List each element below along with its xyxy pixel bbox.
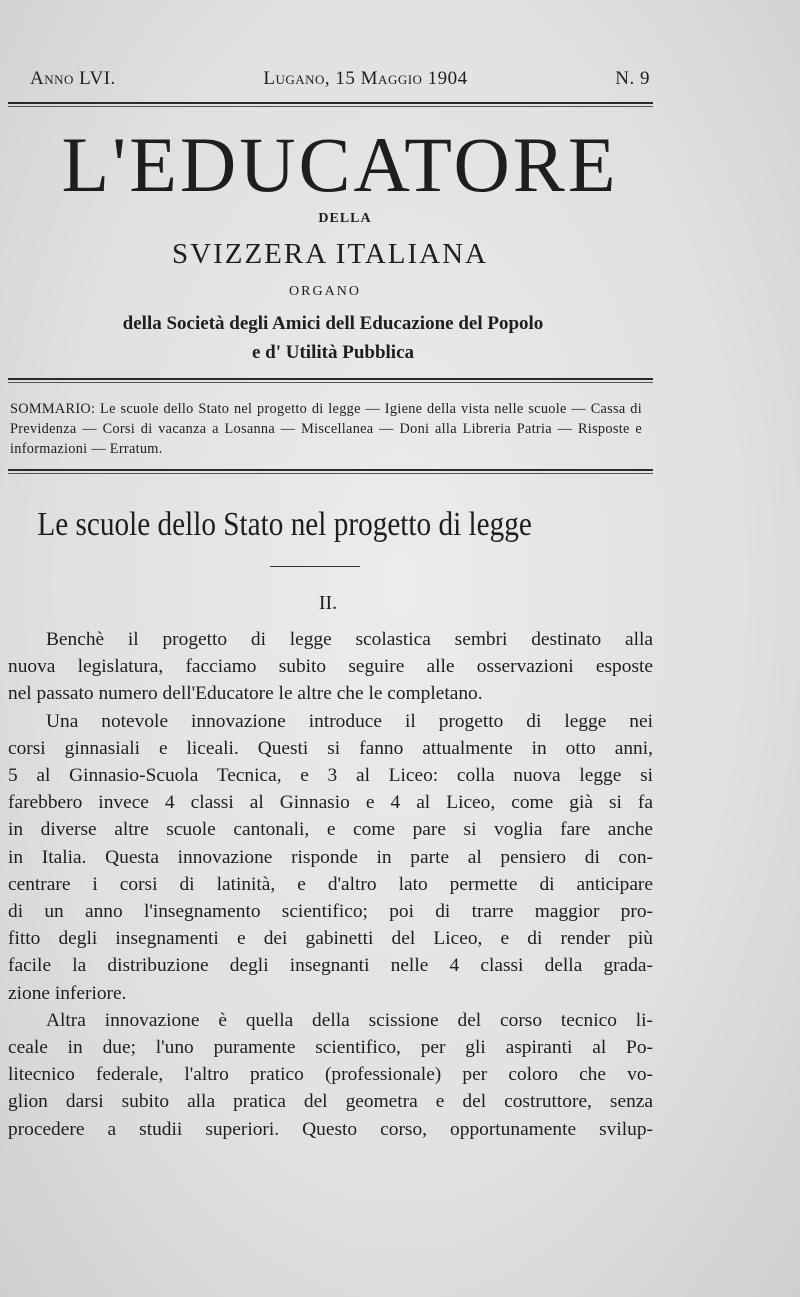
body-line: procedere a studii superiori. Questo corso, opportunamente svilup- [8,1118,653,1140]
section-number: II. [318,592,338,614]
body-line: in diverse altre scuole cantonali, e come pare si voglia fare anche [8,819,653,841]
body-line: ceale in due; l'uno puramente scientifico, per gli aspiranti al Po- [8,1037,653,1059]
body-line: Altra innovazione è quella della scissione del corso tecnico li- [46,1009,653,1031]
society-line-1: della Società degli Amici dell Educazione del Popolo [122,313,544,334]
body-line: litecnico federale, l'altro pratico (professionale) per coloro che vo- [8,1064,653,1086]
body-line: corsi ginnasiali e liceali. Questi si fanno attualmente in otto anni, [8,737,653,759]
body-line: zione inferiore. [8,982,127,1004]
body-line: glion darsi subito alla pratica del geometra e del costruttore, senza [8,1091,653,1113]
body-line: fitto degli insegnamenti e dei gabinetti del Liceo, e di render più [8,928,653,950]
body-line: nel passato numero dell'Educatore le altre che le completano. [8,683,483,705]
table-of-contents: SOMMARIO: Le scuole dello Stato nel progetto di legge — Igiene della vista nelle scuole — Cassa di Previdenza — Corsi di vacanza a Losanna — Miscellanea — Doni alla Libreria Patria — Risposte e informazioni — Erratum. [10,401,642,457]
body-line: Benchè il progetto di legge scolastica sembri destinato alla [46,629,653,650]
header-rule [8,102,653,104]
journal-organo: ORGANO [289,284,361,299]
body-line: facile la distribuzione degli insegnanti nelle 4 classi della grada- [8,955,653,977]
sommario-bottom-rule-thin [8,473,653,474]
society-line-2: e d' Utilità Pubblica [251,342,415,363]
sommario-top-rule [8,378,653,380]
body-line: centrare i corsi di latinità, e d'altro lato permette di anticipare [8,873,653,895]
journal-subtitle: SVIZZERA ITALIANA [172,238,488,270]
body-line: di un anno l'insegnamento scientifico; poi di trarre maggior pro- [8,901,653,923]
body-line: 5 al Ginnasio-Scuola Tecnica, e 3 al Liceo: colla nuova legge si [8,765,653,787]
title-divider [270,566,360,567]
place-date: Lugano, 15 Maggio 1904 [263,68,468,89]
issue-number: N. 9 [615,68,650,89]
journal-society [0,309,666,367]
article-title: Le scuole dello Stato nel progetto di legge [37,506,532,543]
sommario-bottom-rule [8,469,653,471]
journal-della: DELLA [318,211,372,226]
journal-title: L'EDUCATORE [61,121,619,208]
body-line: Una notevole innovazione introduce il progetto di legge nei [46,710,653,732]
body-line: farebbero invece 4 classi al Ginnasio e 4 al Liceo, come già si fa [8,792,653,814]
masthead-line [30,68,650,90]
body-line: nuova legislatura, facciamo subito seguire alle osservazioni esposte [8,656,653,678]
header-rule-thin [8,106,653,107]
article-body [8,626,653,1143]
body-line: in Italia. Questa innovazione risponde in parte al pensiero di con- [8,846,653,868]
volume-label: Anno LVI. [30,68,116,89]
sommario-top-rule-thin [8,382,653,383]
